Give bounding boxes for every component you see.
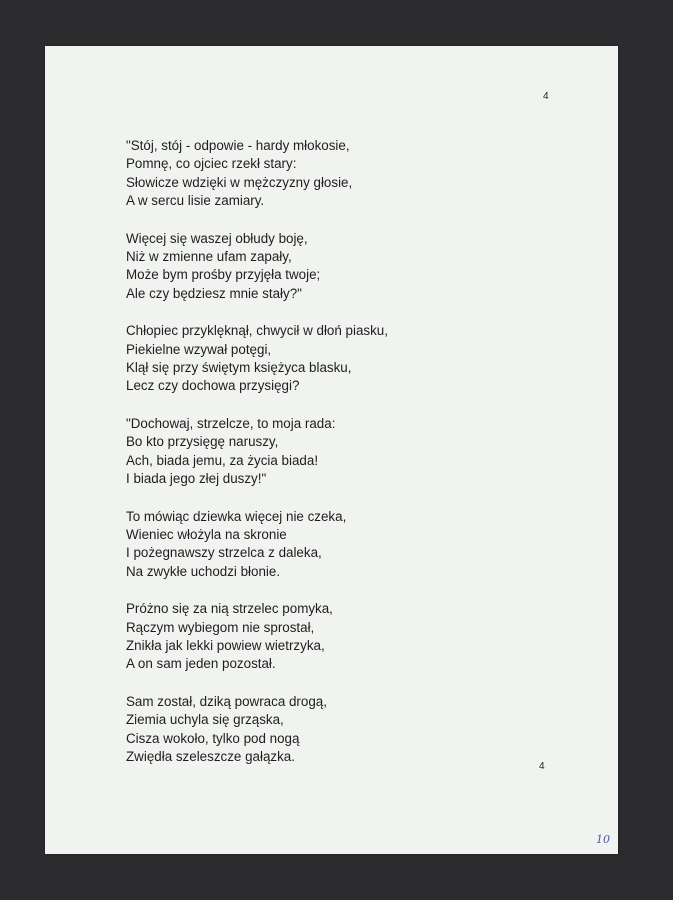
poem-line: Niż w zmienne ufam zapały, — [126, 249, 292, 265]
stanza — [126, 415, 586, 489]
poem-line: Znikła jak lekki powiew wietrzyka, — [126, 637, 325, 653]
poem-line: Cisza wokoło, tylko pod nogą — [126, 730, 300, 746]
poem-line: Może bym prośby przyjęła twoje; — [126, 267, 321, 283]
poem-line: Ach, biada jemu, za życia biada! — [126, 452, 319, 468]
poem-line: A on sam jeden pozostał. — [126, 656, 276, 672]
poem — [126, 137, 586, 785]
stanza — [126, 693, 586, 767]
poem-line: I pożegnawszy strzelca z daleka, — [126, 545, 322, 561]
poem-line: Rączym wybiegom nie sprostał, — [126, 619, 315, 635]
poem-line: Ale czy będziesz mnie stały?" — [126, 285, 302, 301]
poem-line: Słowicze wdzięki w mężczyzny głosie, — [126, 174, 353, 190]
handwritten-folio-mark: 10 — [596, 833, 610, 846]
poem-line: To mówiąc dziewka więcej nie czeka, — [126, 508, 347, 524]
poem-line: Sam został, dziką powraca drogą, — [126, 693, 327, 709]
poem-line: Na zwykłe uchodzi błonie. — [126, 563, 281, 579]
poem-line: Pomnę, co ojciec rzekł stary: — [126, 156, 297, 172]
stanza — [126, 230, 586, 304]
poem-line: "Dochowaj, strzelcze, to moja rada: — [126, 415, 336, 431]
poem-line: Chłopiec przyklęknął, chwycił w dłoń piasku, — [126, 323, 388, 339]
stanza — [126, 137, 586, 211]
poem-line: Wieniec włożyla na skronie — [126, 526, 287, 542]
poem-line: Lecz czy dochowa przysięgi? — [126, 378, 300, 394]
poem-line: "Stój, stój - odpowie - hardy młokosie, — [126, 138, 350, 153]
poem-line: Próżno się za nią strzelec pomyka, — [126, 601, 333, 617]
poem-line: Ziemia uchyla się grząska, — [126, 712, 284, 728]
stanza — [126, 322, 586, 396]
stanza — [126, 600, 586, 674]
page-number-bottom: 4 — [539, 761, 545, 772]
poem-line: Bo kto przysięgę naruszy, — [126, 434, 279, 450]
document-page — [45, 46, 618, 854]
poem-line: Klął się przy świętym księżyca blasku, — [126, 360, 352, 376]
page-number-top: 4 — [543, 91, 549, 102]
poem-line: A w sercu lisie zamiary. — [126, 193, 265, 209]
poem-line: I biada jego złej duszy!" — [126, 471, 267, 487]
poem-line: Więcej się waszej obłudy boję, — [126, 230, 308, 246]
poem-line: Piekielne wzywał potęgi, — [126, 341, 272, 357]
stanza — [126, 508, 586, 582]
poem-line: Zwiędła szeleszcze gałązka. — [126, 748, 295, 764]
